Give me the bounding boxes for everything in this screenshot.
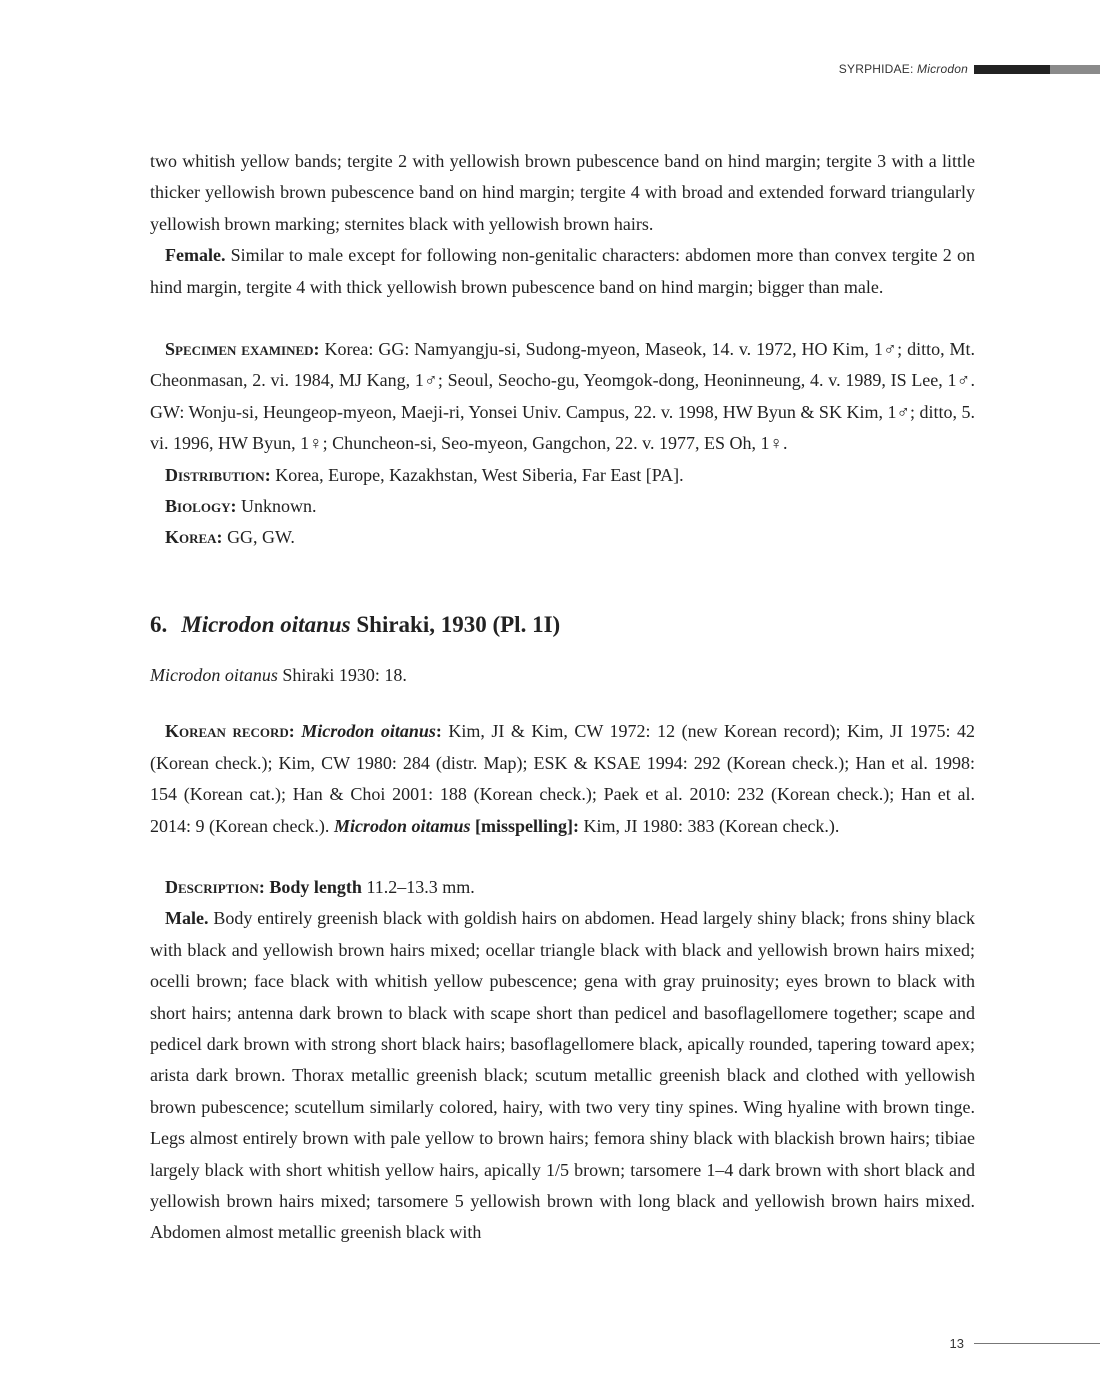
description-label: Description: (165, 876, 265, 897)
running-head-bar-gray (1050, 65, 1100, 74)
species-heading (150, 608, 975, 642)
running-head-family: SYRPHIDAE: (838, 62, 914, 76)
male-paragraph (150, 903, 975, 1248)
species-number: 6. (150, 611, 168, 637)
misspelling-label: [misspelling]: (470, 815, 579, 836)
species-name: Microdon oitanus (181, 611, 351, 637)
running-head-genus: Microdon (917, 62, 968, 76)
running-head (839, 62, 1100, 76)
misspelling-text: Kim, JI 1980: 383 (Korean check.). (578, 815, 840, 836)
page-footer (950, 1334, 1100, 1352)
female-paragraph (150, 240, 975, 303)
distribution-label: Distribution: (165, 464, 271, 485)
body-length-label: Body length (264, 876, 362, 897)
body-length-value: 11.2–13.3 mm. (361, 876, 475, 897)
synonym-text: Shiraki 1930: 18. (277, 664, 407, 685)
korean-record-paragraph (150, 716, 975, 842)
misspelling-name: Microdon oitamus (333, 815, 471, 836)
continued-paragraph: two whitish yellow bands; tergite 2 with yellowish brown pubescence band on hind margin; tergite 3 with a little thicker yellowish brown pubescence band on hind margin; tergite 4 with broad and extended forward triangularly yellowish brown marking; sternites black with yellowish brown hairs. (150, 151, 975, 234)
biology-paragraph (150, 491, 975, 522)
korean-record-text: Kim, JI & Kim, CW 1972: 12 (new Korean record); Kim, JI 1975: 42 (Korean check.); Kim, CW 1980: 284 (distr. Map); ESK & KSAE 1994: 292 (Korean check.); Han et al. 1998: 154 (Korean cat.); Han & Choi 2001: 188 (Korean check.); Paek et al. 2010: 232 (Korean check.); Han et al. 2014: 9 (Korean check.). (150, 721, 976, 836)
distribution-paragraph (150, 460, 975, 491)
synonym-paragraph (150, 660, 975, 691)
male-text: Body entirely greenish black with goldish hairs on abdomen. Head largely shiny black; frons shiny black with black and yellowish brown hairs mixed; ocellar triangle black with black and yellowish brown hairs mixed; ocelli brown; face black with whitish yellow pubescence; gena with gray pruinosity; eyes brown to black with short hairs; antenna dark brown to black with scape short than pedicel and basoflagellomere together; scape and pedicel dark brown with strong short black hairs; basoflagellomere black, apically rounded, tapering toward apex; arista dark brown. Thorax metallic greenish black; scutum metallic greenish black and clothed with yellowish brown pubescence; scutellum similarly colored, hairy, with two very tiny spines. Wing hyaline with brown tinge. Legs almost entirely brown with pale yellow to brown hairs; femora shiny black with blackish brown hairs; tibiae largely black with short whitish yellow hairs, apically 1/5 brown; tarsomere 1–4 dark brown with short black and yellowish brown hairs mixed; tarsomere 5 yellowish brown with long black and yellowish brown hairs mixed. Abdomen almost metallic greenish black with (150, 908, 975, 1243)
synonym-name: Microdon oitanus (150, 664, 278, 685)
korea-text: GG, GW. (222, 527, 295, 548)
page-number: 13 (949, 1335, 964, 1351)
running-head-text (839, 62, 968, 76)
running-head-bar-dark (974, 65, 1050, 74)
korean-record-label: Korean record: (165, 721, 295, 742)
korea-label: Korea: (165, 527, 223, 548)
female-label: Female. (165, 245, 226, 266)
biology-text: Unknown. (236, 496, 317, 517)
korean-record-name: Microdon oitanus (294, 721, 436, 742)
female-text: Similar to male except for following non-genitalic characters: abdomen more than convex tergite 2 on hind margin, tergite 4 with thick yellowish brown pubescence band on hind margin; bigger than male. (150, 245, 975, 297)
specimen-text: Korea: GG: Namyangju-si, Sudong-myeon, Maseok, 14. v. 1972, HO Kim, 1♂; ditto, Mt. Cheonmasan, 2. vi. 1984, MJ Kang, 1♂; Seoul, Seocho-gu, Yeomgok-dong, Heoninneung, 4. v. 1989, IS Lee, 1♂. GW: Wonju-si, Heungeop-myeon, Maeji-ri, Yonsei Univ. Campus, 22. v. 1998, HW Byun & SK Kim, 1♂; ditto, 5. vi. 1996, HW Byun, 1♀; Chuncheon-si, Seo-myeon, Gangchon, 22. v. 1977, ES Oh, 1♀. (150, 339, 975, 454)
korea-paragraph (150, 522, 975, 553)
species-authority: Shiraki, 1930 (Pl. 1I) (350, 611, 561, 637)
biology-label: Biology: (165, 496, 237, 517)
specimen-label: Specimen examined: (165, 339, 320, 360)
footer-rule (974, 1343, 1100, 1344)
distribution-text: Korea, Europe, Kazakhstan, West Siberia, Far East [PA]. (270, 464, 684, 485)
description-paragraph (150, 872, 975, 903)
page-body (150, 146, 975, 1249)
korean-record-colon: : (435, 721, 442, 742)
male-label: Male. (165, 908, 209, 929)
specimen-paragraph (150, 334, 975, 460)
